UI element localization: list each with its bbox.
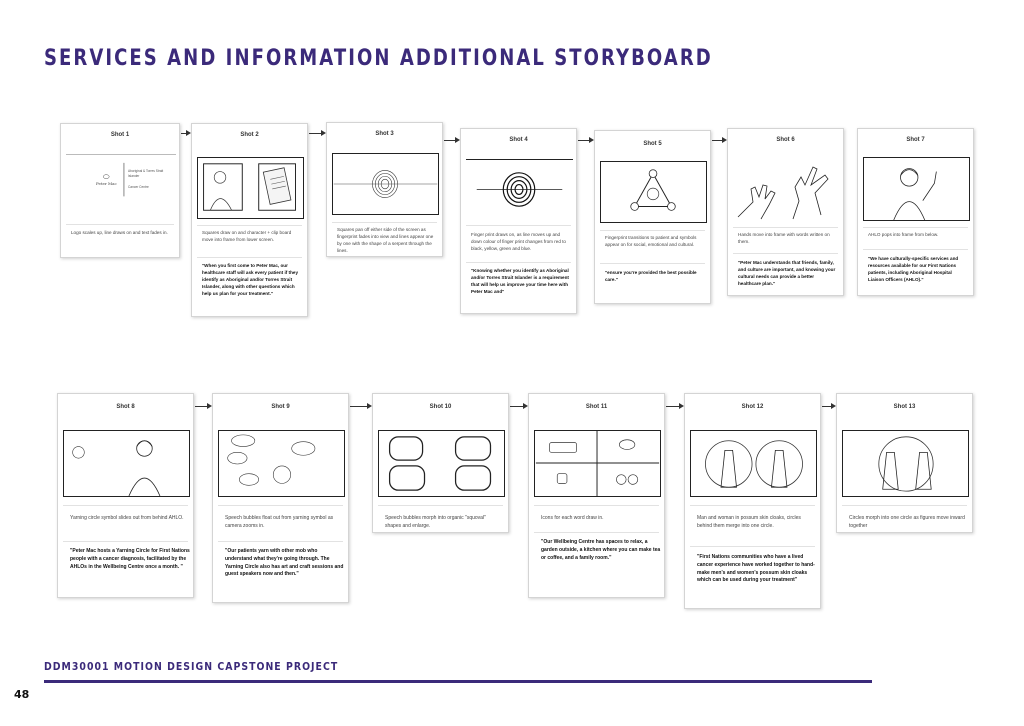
shot-frame: [600, 161, 707, 223]
shot-frame: [63, 430, 190, 497]
sequence-arrow: [309, 130, 326, 136]
footer-divider: [44, 680, 872, 683]
shot-card-1: [60, 123, 180, 258]
ahlo-character-illustration: [864, 158, 969, 220]
shot-card-13: [836, 393, 973, 533]
shot-card-11: [528, 393, 665, 598]
shot-title: Shot 1: [110, 132, 130, 138]
shot-card-10: [372, 393, 509, 533]
shot-action-text: Fingerprint transitions to patient and symbols appear on for social, emotional and cultural.: [605, 235, 697, 247]
shot-title: Shot 7: [906, 137, 925, 143]
shot-title: Shot 11: [585, 404, 608, 410]
possum-skin-cloaks-illustration: [691, 431, 816, 496]
character-and-clipboard-illustration: [198, 158, 303, 218]
sequence-arrow: [666, 403, 684, 409]
shot-title: Shot 8: [116, 404, 135, 410]
shot-frame: [534, 430, 661, 497]
shot-action-text: Finger print draws on, as line moves up and down colour of finger print changes from red to black, yellow, green and blue.: [471, 232, 566, 251]
ahlo-yarning-circle-illustration: [64, 431, 189, 496]
shot-action-text: Speech bubbles float out from yarning symbol as camera zooms in.: [225, 515, 334, 529]
squoval-shapes-illustration: [379, 431, 504, 496]
shot-frame: [66, 154, 176, 216]
hands-illustration: [733, 157, 840, 221]
shot-frame: [842, 430, 969, 497]
shot-card-5: [594, 130, 711, 304]
sequence-arrow: [195, 403, 212, 409]
shot-frame: [863, 157, 970, 221]
shot-card-12: [684, 393, 821, 609]
shot-card-3: [326, 122, 443, 257]
sequence-arrow: [350, 403, 372, 409]
shot-voiceover-text: "First Nations communities who have a lived cancer experience have worked together to hand-make men's and women's possum skin cloaks which can be used during your treatment": [697, 554, 815, 584]
shot-voiceover-text: "When you first come to Peter Mac, our healthcare staff will ask every patient if they identify as Aboriginal and/or Torres Strait Islander, along with other questions which help us plan for your treatment.": [202, 263, 298, 297]
fingerprint-lines-illustration: [333, 154, 438, 214]
sequence-arrow: [510, 403, 528, 409]
shot-voiceover-text: "Peter Mac hosts a Yarning Circle for First Nations people with a cancer diagnosis, facilitated by the AHLOs in the Wellbeing Centre once a month. ": [70, 548, 190, 570]
shot-title: Shot 13: [893, 404, 916, 410]
wellbeing-icons-illustration: [535, 431, 660, 496]
page-number: 48: [14, 688, 30, 701]
shot-frame: [197, 157, 304, 219]
logo-sketch-subtitle: Aboriginal & Torres Strait Islander: [128, 169, 164, 179]
shot-voiceover-text: "We have culturally-specific services and resources available for our First Nations patients, including Aboriginal Hospital Liaison Officers (AHLO).": [868, 256, 959, 283]
footer-course-title: DDM30001 MOTION DESIGN CAPSTONE PROJECT: [44, 660, 339, 673]
shot-card-7: [857, 128, 974, 296]
merged-circle-figures-illustration: [843, 431, 968, 496]
shot-voiceover-text: "Our Wellbeing Centre has spaces to relax, a garden outside, a kitchen where you can make tea or coffee, and a family room.": [541, 539, 661, 561]
sequence-arrow: [444, 137, 460, 143]
sequence-arrow: [578, 137, 594, 143]
shot-action-text: Man and woman in possum skin cloaks, circles behind them merge into one circle.: [697, 515, 801, 529]
shot-action-text: Hands move into frame with words written on them.: [738, 232, 830, 244]
shot-voiceover-text: "Peter Mac understands that friends, family, and culture are important, and knowing your cultural needs can provide a better healthcare plan.": [738, 260, 836, 287]
shot-frame: [378, 430, 505, 497]
shot-frame: [690, 430, 817, 497]
shot-title: Shot 3: [375, 131, 394, 137]
shot-action-text: Icons for each word draw in.: [541, 515, 604, 521]
shot-title: Shot 4: [509, 137, 528, 143]
shot-title: Shot 10: [429, 404, 452, 410]
shot-card-6: [727, 128, 844, 296]
shot-title: Shot 2: [240, 132, 259, 138]
wellbeing-symbols-illustration: [601, 162, 706, 222]
logo-sketch-subtitle-2: Cancer Centre: [128, 185, 149, 189]
shot-card-4: [460, 128, 577, 314]
shot-action-text: Logo scales up, line draws on and text fades in.: [71, 230, 168, 235]
shot-frame: [733, 157, 840, 221]
shot-voiceover-text: "Knowing whether you identify as Aboriginal and/or Torres Strait Islander is a requirement that will help us improve your time here with Peter Mac and": [471, 268, 569, 295]
shot-frame: [332, 153, 439, 215]
shot-title: Shot 9: [271, 404, 290, 410]
speech-bubbles-illustration: [219, 431, 344, 496]
page-title: SERVICES AND INFORMATION ADDITIONAL STORYBOARD: [44, 46, 713, 71]
logo-sketch-peter-mac: Peter Mac: [96, 181, 117, 186]
sequence-arrow: [181, 130, 191, 136]
shot-card-9: [212, 393, 349, 603]
shot-action-text: Squares draw on and character + clip board move into frame from lower screen.: [202, 230, 292, 242]
shot-card-2: [191, 123, 308, 317]
shot-title: Shot 12: [741, 404, 764, 410]
shot-action-text: Squares pan off either side of the screen as fingerprint fades into view and lines appear one by one with the shape of a serpent through the lines.: [337, 227, 434, 253]
sequence-arrow: [822, 403, 836, 409]
shot-voiceover-text: "Our patients yarn with other mob who understand what they're going through. The Yarning Circle also has art and craft sessions and guest speakers now and then.": [225, 548, 344, 578]
shot-action-text: AHLO pops into frame from below.: [868, 232, 939, 237]
shot-voiceover-text: "ensure you're provided the best possible care.": [605, 270, 697, 283]
shot-action-text: Speech bubbles morph into organic "squoval" shapes and enlarge.: [385, 515, 486, 529]
shot-title: Shot 5: [643, 141, 662, 147]
shot-frame: [466, 159, 573, 219]
shot-action-text: Circles morph into one circle as figures move inward together: [849, 515, 965, 529]
fingerprint-illustration: [466, 160, 573, 219]
shot-frame: [218, 430, 345, 497]
sequence-arrow: [712, 137, 727, 143]
shot-card-8: [57, 393, 194, 598]
shot-title: Shot 6: [776, 137, 795, 143]
shot-action-text: Yarning circle symbol slides out from behind AHLO.: [70, 515, 184, 521]
